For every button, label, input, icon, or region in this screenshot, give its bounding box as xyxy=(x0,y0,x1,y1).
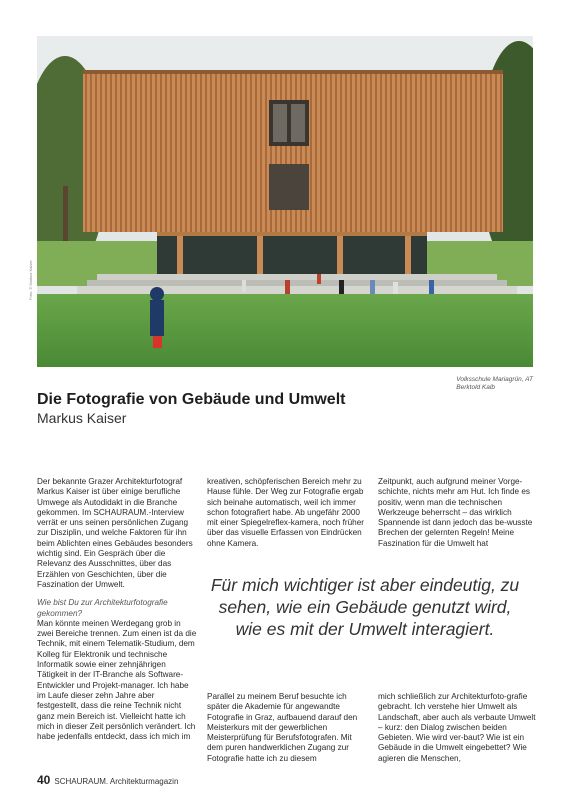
caption-line-2: Berktold Kalb xyxy=(456,384,495,391)
page-footer xyxy=(37,773,178,787)
column-2-bottom xyxy=(207,692,367,764)
column-3-bottom xyxy=(378,692,538,764)
pull-quote: Für mich wichtiger ist aber eindeutig, zu sehen, wie ein Gebäude genutzt wird, wie es mit der Umwelt interagiert. xyxy=(210,575,520,639)
interview-question: Wie bist Du zur Architekturfotografie gekommen? xyxy=(37,598,168,618)
column-2-top xyxy=(207,477,367,549)
photo-caption xyxy=(456,376,533,392)
article-author: Markus Kaiser xyxy=(37,410,127,426)
photo-credit: Foto: © Markus Kaiser xyxy=(28,260,33,300)
column-2-bottom-text: Parallel zu meinem Beruf besuchte ich später die Akademie für angewandte Fotografie in Graz, aufbauend darauf den Meisterkurs mit der gewerblichen Meisterprüfung für Berufsfotografen. Mit dem puren handwerklichen Zugang zur Fotografie hatte ich zu diesem xyxy=(207,692,358,763)
answer-paragraph: Man könnte meinen Werdegang grob in zwei Bereiche trennen. Zum einen ist da die Technik, mit einem Telematik-Studium, dem Kolleg für Elektronik und technische Informatik sowie einer zehnjährigen Tätigkeit in der IT-Branche als Software-Entwickler und Projekt-manager. Ich habe im Laufe dieser zehn Jahre aber festgestellt, dass die reine Technik nicht ganz mein Bereich ist. Vielleicht hatte ich mich in dieser Zeit persönlich verändert. Ich habe jedenfalls entdeckt, dass ich mich im xyxy=(37,618,197,742)
column-3-top-text: Zeitpunkt, auch aufgrund meiner Vorge-schichte, nichts mehr am Hut. Ich finde es positiv, wenn man die technischen Werkzeuge beherrscht – das wirklich Spannende ist dann jedoch das be-wusste Brechen der gelernten Regeln! Meine Faszination für die Umwelt hat xyxy=(378,477,533,548)
caption-line-1: Volksschule Mariagrün, AT xyxy=(456,376,533,383)
intro-paragraph: Der bekannte Grazer Architekturfotograf Markus Kaiser ist über einige berufliche Umwege als Autodidakt in die Branche gekommen. Im SCHAURAUM.-Interview verrät er uns seinen persönlichen Zugang zur Disziplin, und welche Faktoren für ihn beim Ablichten eines Gebäudes besonders wichtig sind. Ein Gespräch über die Relevanz des Ausschnittes, über das Erzählen von Geschichten, über die Faszination der Umwelt. xyxy=(37,477,193,589)
column-3-bottom-text: mich schließlich zur Architekturfoto-grafie gebracht. Ich verstehe hier Umwelt als Landschaft, aber auch als verbaute Umwelt – kurz: den Dialog zwischen beiden Gebieten. Wie wird ver-baut? Wie ist ein Gebäude in die Umwelt eingebettet? Wie agieren die Menschen, xyxy=(378,692,536,763)
column-1 xyxy=(37,477,197,742)
column-2-top-text: kreativen, schöpferischen Bereich mehr zu Hause fühle. Der Weg zur Fotografie ergab sich beinahe automatisch, weil ich immer schon fotografiert habe. Ab ungefähr 2000 mit einer Spiegelreflex-kamera, noch früher über das visuelle Erfassen von Eindrücken ohne Kamera. xyxy=(207,477,364,548)
building-photo xyxy=(37,36,533,367)
publication-name: SCHAURAUM. Architekturmagazin xyxy=(54,777,179,786)
page-number: 40 xyxy=(37,773,51,787)
article-title: Die Fotografie von Gebäude und Umwelt xyxy=(37,391,346,408)
column-3-top xyxy=(378,477,538,549)
